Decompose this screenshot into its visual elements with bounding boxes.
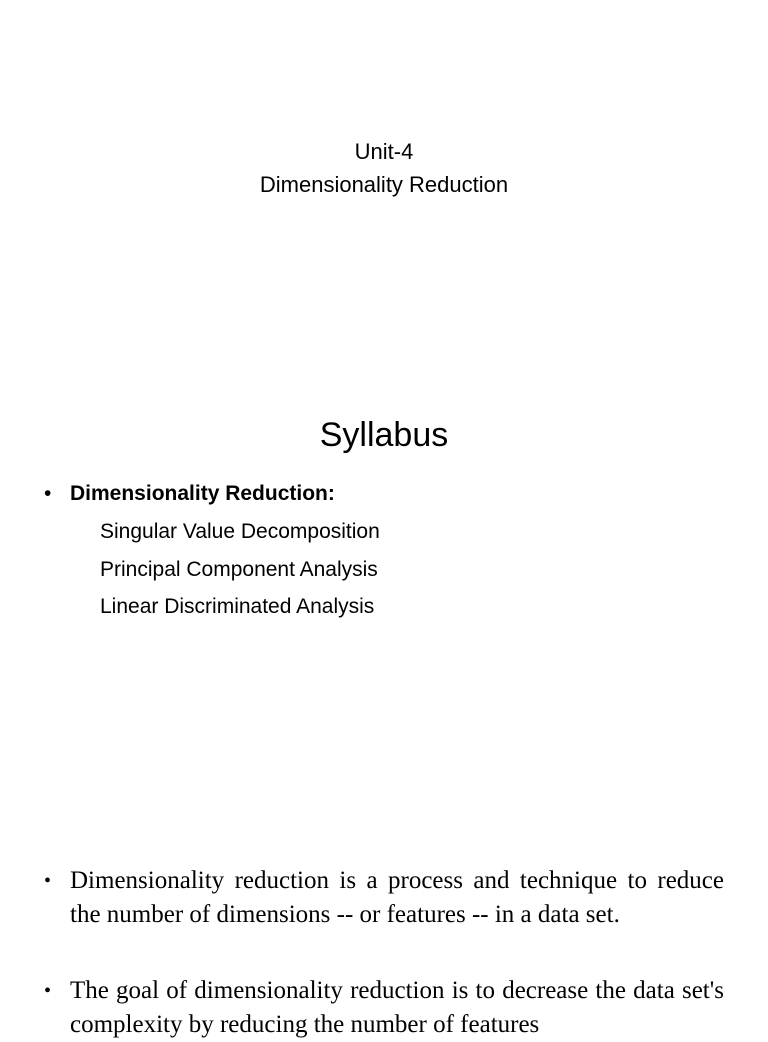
syllabus-item: Linear Discriminated Analysis bbox=[100, 595, 375, 618]
point-text: Dimensionality reduction is a process and technique to reduce the number of dimensions -- or features -- in a data set. bbox=[70, 867, 724, 928]
syllabus-topic bbox=[44, 479, 335, 509]
unit-label: Unit-4 bbox=[354, 139, 414, 164]
title-block bbox=[0, 135, 768, 201]
syllabus-item: Singular Value Decomposition bbox=[100, 520, 380, 543]
syllabus-heading: Syllabus bbox=[319, 416, 449, 454]
definition-slide bbox=[0, 860, 768, 1038]
slide-title: Dimensionality Reduction bbox=[259, 172, 509, 197]
title-slide bbox=[0, 0, 768, 340]
syllabus-item: Principal Component Analysis bbox=[100, 558, 378, 581]
bullet-icon: • bbox=[44, 870, 52, 892]
point-text: The goal of dimensionality reduction is to decrease the data set's complexity by reducing the number of features bbox=[70, 977, 724, 1038]
definition-point bbox=[44, 974, 724, 1042]
syllabus-slide bbox=[0, 395, 768, 735]
bullet-icon: • bbox=[44, 482, 52, 505]
topic-label: Dimensionality Reduction: bbox=[70, 482, 335, 505]
definition-point bbox=[44, 864, 724, 932]
bullet-icon: • bbox=[44, 980, 52, 1002]
